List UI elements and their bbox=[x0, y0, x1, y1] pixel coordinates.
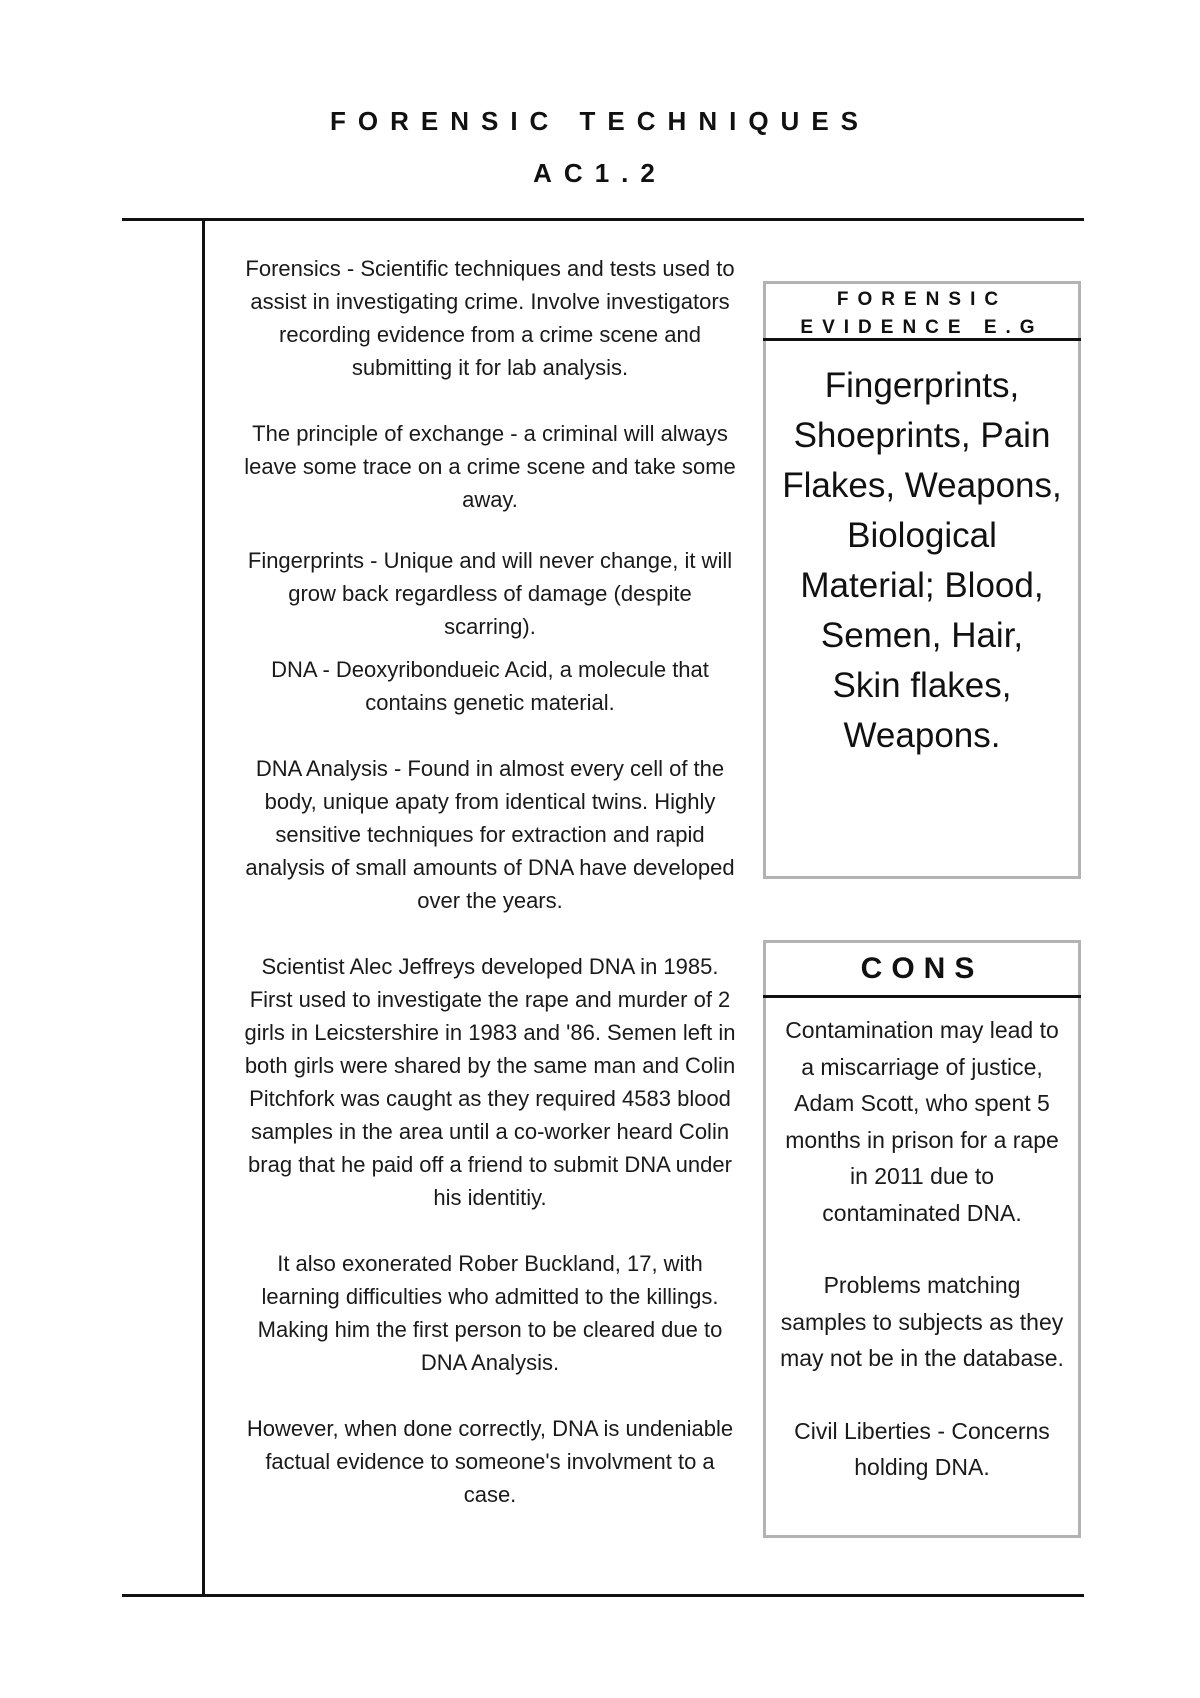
cons-box bbox=[763, 940, 1081, 1538]
main-notes-column bbox=[240, 252, 740, 1511]
page-subtitle: AC1.2 bbox=[533, 158, 667, 188]
cons-item-contamination: Contamination may lead to a miscarriage of justice, Adam Scott, who spent 5 months in prison for a rape in 2011 due to contaminated DNA. bbox=[785, 1017, 1059, 1226]
paragraph-forensics: Forensics - Scientific techniques and tests used to assist in investigating crime. Involve investigators recording evidence from a crime scene and submitting it for lab analysis. bbox=[245, 256, 735, 380]
cons-list bbox=[766, 998, 1078, 1486]
paragraph-principle-of-exchange: The principle of exchange - a criminal will always leave some trace on a crime scene and take some away. bbox=[244, 421, 736, 512]
page-title: FORENSIC TECHNIQUES bbox=[329, 106, 871, 136]
forensic-evidence-heading: FORENSIC EVIDENCE E.G bbox=[800, 289, 1044, 338]
top-divider bbox=[122, 218, 1084, 221]
margin-divider bbox=[202, 218, 205, 1597]
cons-item-civil-liberties: Civil Liberties - Concerns holding DNA. bbox=[794, 1417, 1050, 1480]
forensic-evidence-list: Fingerprints, Shoeprints, Pain Flakes, Weapons, Biological Material; Blood, Semen, Hair, Skin flakes, Weapons. bbox=[782, 366, 1062, 755]
cons-heading: CONS bbox=[860, 952, 984, 985]
bottom-divider bbox=[122, 1594, 1084, 1597]
paragraph-buckland: It also exonerated Rober Buckland, 17, with learning difficulties who admitted to the killings. Making him the first person to be cleared due to DNA Analysis. bbox=[257, 1251, 723, 1375]
paragraph-dna: DNA - Deoxyribondueic Acid, a molecule that contains genetic material. bbox=[271, 657, 709, 715]
paragraph-fingerprints: Fingerprints - Unique and will never change, it will grow back regardless of damage (despite scarring). bbox=[247, 548, 733, 639]
paragraph-conclusion: However, when done correctly, DNA is undeniable factual evidence to someone's involvment to a case. bbox=[246, 1416, 734, 1507]
forensic-evidence-box bbox=[763, 281, 1081, 879]
paragraph-dna-analysis: DNA Analysis - Found in almost every cell of the body, unique apaty from identical twins. Highly sensitive techniques for extraction and rapid analysis of small amounts of DNA have developed over the years. bbox=[245, 756, 735, 913]
paragraph-alec-jeffreys: Scientist Alec Jeffreys developed DNA in 1985. First used to investigate the rape and murder of 2 girls in Leicstershire in 1983 and '86. Semen left in both girls were shared by the same man and Colin Pitchfork was caught as they required 4583 blood samples in the area until a co-worker heard Colin brag that he paid off a friend to submit DNA under his identitiy. bbox=[244, 954, 736, 1210]
cons-item-matching: Problems matching samples to subjects as they may not be in the database. bbox=[780, 1272, 1064, 1371]
